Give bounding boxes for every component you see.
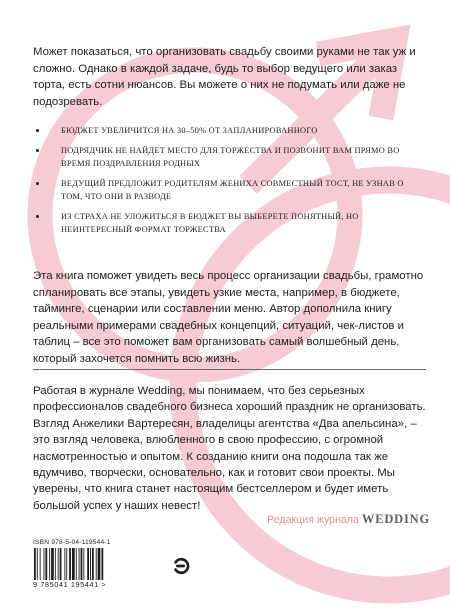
risk-list: [33, 124, 413, 243]
list-item: [33, 177, 413, 203]
eksmo-logo-icon: [172, 557, 190, 575]
list-item-text: ИЗ СТРАХА НЕ УЛОЖИТЬСЯ В БЮДЖЕТ ВЫ ВЫБЕРЕТЕ ПОНЯТНЫЙ, НО НЕИНТЕРЕСНЫЙ ФОРМАТ ТОРЖЕСТВА: [61, 212, 359, 234]
list-item-text: БЮДЖЕТ УВЕЛИЧИТСЯ НА 30–50% ОТ ЗАПЛАНИРОВАННОГО: [61, 126, 318, 135]
list-item: [33, 124, 413, 137]
description-paragraph: Эта книга поможет увидеть весь процесс организации свадьбы, грамотно спланировать все этапы, увидеть узкие места, например, в бюджете, тайминге, сценарии или составлении меню. Автор дополнила книгу реальными примерами свадебных концепций, ситуаций, чек-листов и таблиц – все это поможет вам организовать самый волшебный день, который захочется помнить всю жизнь.: [33, 270, 424, 365]
list-item-text: ВЕДУЩИЙ ПРЕДЛОЖИТ РОДИТЕЛЯМ ЖЕНИХА СОВМЕСТНЫЙ ТОСТ, НЕ УЗНАВ О ТОМ, ЧТО ОНИ В РАЗВОДЕ: [61, 179, 404, 201]
list-item: [33, 210, 413, 236]
bullet-dot-icon: [36, 182, 39, 185]
divider: [33, 369, 426, 370]
bullet-dot-icon: [36, 149, 39, 152]
review-signature: [258, 510, 430, 528]
bullet-dot-icon: [36, 129, 39, 132]
intro-paragraph: Может показаться, что организовать свадьбу своими руками не так уж и сложно. Однако в каждой задаче, будь то выбор ведущего или заказ торта, есть сотни нюансов. Вы можете о них не подумать или даже не подозревать.: [33, 46, 416, 108]
signature-text: Редакция журнала: [267, 514, 359, 526]
bullet-dot-icon: [36, 215, 39, 218]
barcode-digits: 9 785041 195441 >: [33, 580, 143, 589]
isbn-label: ISBN 978-5-04-119544-1: [33, 539, 111, 546]
review-paragraph: Работая в журнале Wedding, мы понимаем, что без серьезных профессионалов свадебного бизнеса хороший праздник не организовать. Взгляд Анжелики Вартересян, владелицы агентства «Два апельсина», – это взгляд человека, влюбленного в свою профессию, с огромной насмотренностью и опытом. К созданию книги она подошла так же вдумчиво, творчески, основательно, как и готовит свои проекты. Мы уверены, что книга станет настоящим бестселлером и будет иметь большой успех у наших невест!: [33, 385, 426, 512]
list-item-text: ПОДРЯДЧИК НЕ НАЙДЕТ МЕСТО ДЛЯ ТОРЖЕСТВА И ПОЗВОНИТ ВАМ ПРЯМО ВО ВРЕМЯ ПОЗДРАВЛЕНИЯ РОДНЫХ: [61, 146, 400, 168]
signature-brand: WEDDING: [361, 512, 430, 526]
list-item: [33, 144, 413, 170]
